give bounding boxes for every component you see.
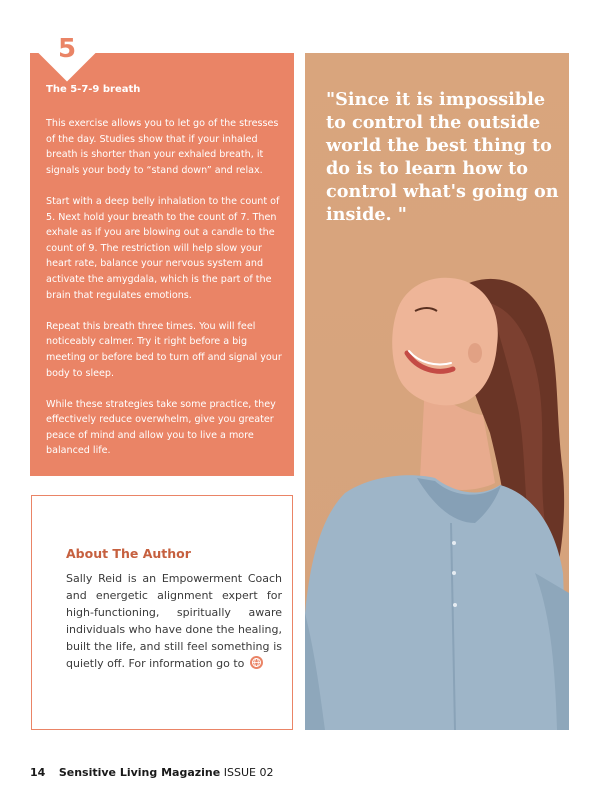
author-bio-block <box>66 570 282 672</box>
tip-body <box>46 116 284 475</box>
author-bio: Sally Reid is an Empowerment Coach and energetic alignment expert for high-functioning, spiritually aware individuals who have done the healing, built the life, and still feel something is quietly off. For information go to <box>66 572 282 670</box>
pull-quote: "Since it is impossible to control the outside world the best thing to do is to learn how to control what's going on inside. " <box>326 89 559 225</box>
page-footer <box>30 766 273 779</box>
tip-heading: The 5-7-9 breath <box>46 84 141 95</box>
tip-number: 5 <box>57 34 77 64</box>
page-number: 14 <box>30 766 46 779</box>
tip-paragraph: Repeat this breath three times. You will feel noticeably calmer. Try it right before a big meeting or before bed to turn off and signal your body to sleep. <box>46 320 282 379</box>
issue-label: ISSUE 02 <box>223 766 274 779</box>
tip-paragraph: This exercise allows you to let go of the stresses of the day. Studies show that if your inhaled breath is shorter than your exhaled breath, it signals your body to “stand down” and relax. <box>46 118 279 176</box>
magazine-name: Sensitive Living Magazine <box>58 766 221 779</box>
tip-paragraph: While these strategies take some practice, they effectively reduce overwhelm, give you greater peace of mind and allow you to live a more balanced life. <box>46 398 276 457</box>
author-title: About The Author <box>66 546 191 561</box>
globe-icon[interactable] <box>250 656 263 669</box>
tip-paragraph: Start with a deep belly inhalation to the count of 5. Next hold your breath to the count of 7. Then exhale as if you are blowing out a candle to the count of 9. The restriction will help slow your heart rate, balance your nervous system and activate the amygdala, which is the part of the brain that regulates emotions. <box>46 195 280 301</box>
